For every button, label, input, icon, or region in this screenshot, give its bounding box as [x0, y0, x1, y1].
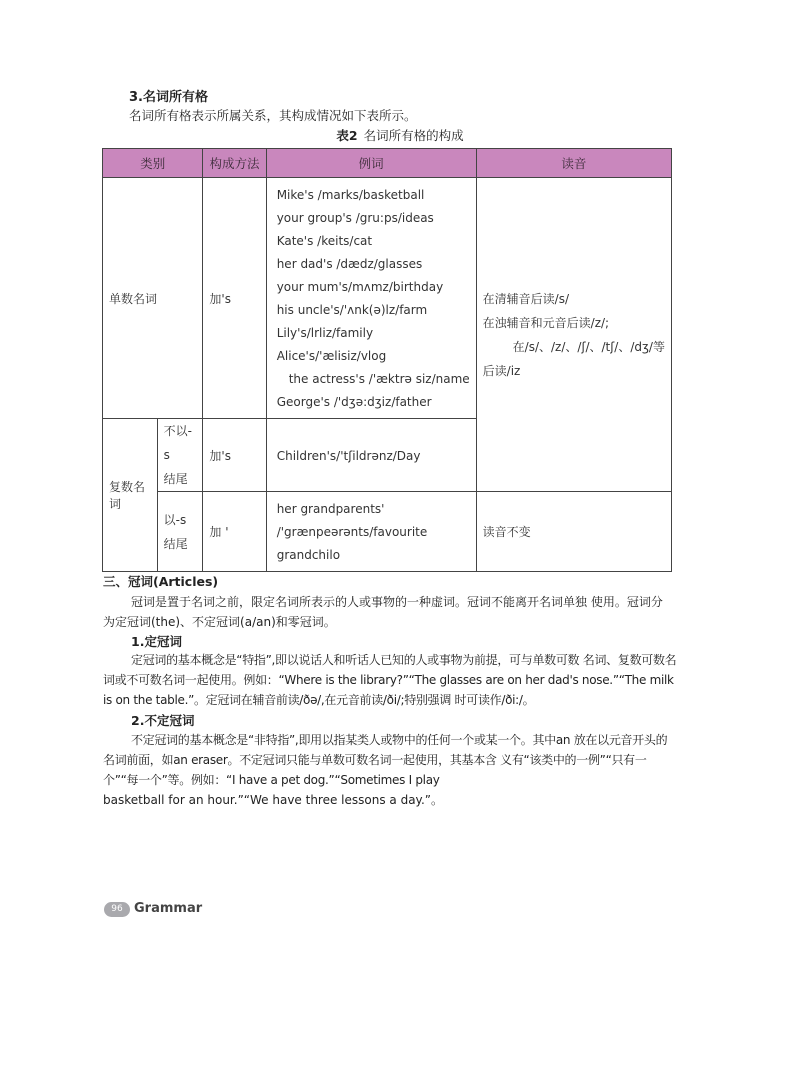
- example-line: your group's /gru:ps/ideas: [276, 211, 434, 225]
- cell-plural-not-s-sub: [157, 419, 203, 492]
- articles-heading: 三、冠词(Articles): [103, 574, 219, 589]
- header-reading: 读音: [476, 149, 671, 178]
- articles-intro: 冠词是置于名词之前，限定名词所表示的人或事物的一种虚词。冠词不能离开名词单独 使用。冠词分为定冠词(the)、不定冠词(a/an)和零冠词。: [103, 595, 663, 629]
- example-line: your mum's/mʌmz/birthday: [276, 280, 444, 294]
- footer-title: Grammar: [134, 901, 203, 916]
- cell-plural-with-s-method: 加 ': [203, 492, 266, 572]
- example-line: Kate's /keits/cat: [276, 234, 373, 248]
- sub-line: 结尾: [163, 536, 188, 551]
- cell-plural-not-s-example: Children's/'tʃildrənz/Day: [266, 419, 476, 492]
- cell-singular-reading: [476, 178, 671, 492]
- table-caption-label: 表2: [336, 128, 358, 143]
- table-row-singular: [103, 178, 672, 419]
- page-number-badge: 96: [104, 902, 130, 917]
- header-method: 构成方法: [203, 149, 266, 178]
- example-line: /'grænpeərənts/favourite: [276, 525, 428, 539]
- indefinite-article-text-last: basketball for an hour.”“We have three lessons a day.”。: [103, 793, 443, 807]
- reading-line: 在/s/、/z/、/ʃ/、/tʃ/、/dʒ/等: [512, 339, 665, 354]
- example-line: her dad's /dædz/glasses: [276, 257, 423, 271]
- cell-plural-category: 复数名词: [103, 419, 158, 572]
- example-line: George's /'dʒə:dʒiz/father: [276, 395, 432, 409]
- example-line: Mike's /marks/basketball: [276, 188, 425, 202]
- example-line: Alice's/'ælisiz/vlog: [276, 349, 387, 363]
- cell-singular-examples: [266, 178, 476, 419]
- cell-plural-with-s-sub: [157, 492, 203, 572]
- indefinite-article-text: 不定冠词的基本概念是“非特指”,即用以指某类人或物中的任何一个或某一个。其中an 放在以元音开头的名词前面，如an eraser。不定冠词只能与单数可数名词一起使用，其基本含 义有“该类中的一例”“只有一个”“每一个”等。例如：“I have a pet dog.”“Sometimes I play: [103, 733, 668, 787]
- cell-singular-method: 加's: [203, 178, 266, 419]
- table-caption: [0, 126, 800, 144]
- sub-line: 不以-s: [163, 424, 192, 462]
- example-line: her grandparents': [276, 502, 385, 516]
- sub-line: 结尾: [163, 472, 188, 486]
- table-row-plural-with-s: [103, 492, 672, 572]
- header-category: 类别: [103, 149, 203, 178]
- cell-plural-not-s-method: 加's: [203, 419, 266, 492]
- example-line: his uncle's/'ʌnk(ə)lz/farm: [276, 303, 428, 317]
- cell-singular-category: 单数名词: [103, 178, 203, 419]
- definite-article-text: 定冠词的基本概念是“特指”,即以说话人和听话人已知的人或事物为前提，可与单数可数 名词、复数可数名词或不可数名词一起使用。例如：“Where is the library?”“The glasses are on her dad's nose.”“The milk is on the table.”。定冠词在辅音前读/ðə/,在元音前读/ði/;特别强调 时可读作/ði:/。: [103, 653, 677, 707]
- sub-line: 以-s: [163, 512, 187, 527]
- definite-article-heading: 1.定冠词: [131, 634, 182, 649]
- section-intro: 名词所有格表示所属关系，其构成情况如下表所示。: [129, 108, 417, 123]
- reading-line: 后读/iz: [482, 363, 521, 378]
- reading-line: 在浊辅音和元音后读/z/;: [482, 315, 610, 330]
- example-line: the actress's /'æktrə siz/name: [288, 372, 470, 386]
- table-header-row: [103, 149, 672, 178]
- cell-plural-with-s-reading: 读音不变: [476, 492, 671, 572]
- example-line: grandchilo: [276, 548, 341, 562]
- example-line: Lily's/lrliz/family: [276, 326, 374, 340]
- cell-plural-with-s-examples: [266, 492, 476, 572]
- section-heading: 3.名词所有格: [129, 90, 208, 105]
- indefinite-article-heading: 2.不定冠词: [131, 713, 195, 728]
- header-examples: 例词: [266, 149, 476, 178]
- possessive-table: [102, 148, 672, 572]
- reading-line: 在清辅音后读/s/: [482, 291, 570, 306]
- table-caption-text: 名词所有格的构成: [363, 128, 464, 143]
